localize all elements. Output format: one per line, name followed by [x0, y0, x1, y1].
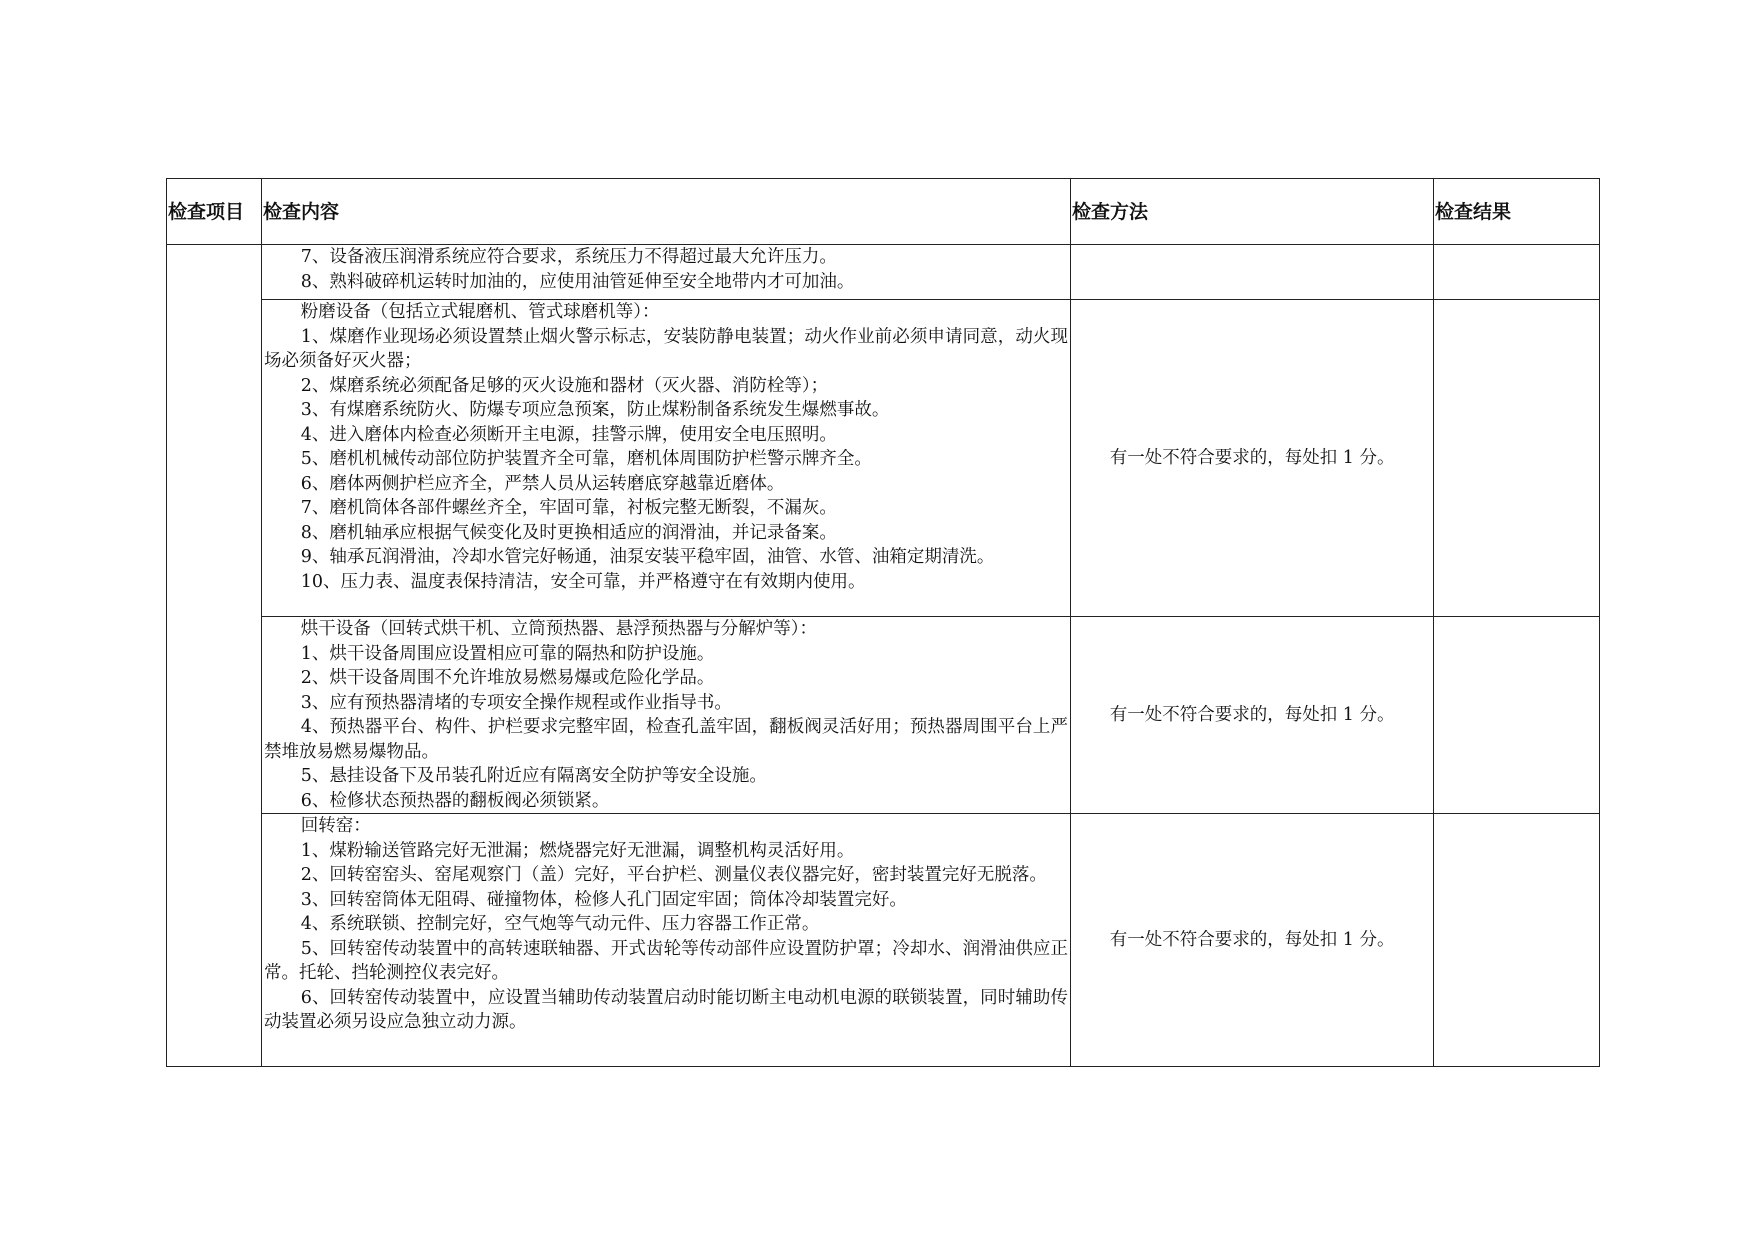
result-cell [1434, 814, 1600, 1067]
method-cell [1071, 814, 1434, 1067]
item-cell [167, 245, 262, 1067]
header-result: 检查结果 [1434, 179, 1600, 245]
header-row [167, 179, 1600, 245]
method-text: 有一处不符合要求的，每处扣 1 分。 [1109, 447, 1395, 468]
content-line: 8、熟料破碎机运转时加油的，应使用油管延伸至安全地带内才可加油。 [300, 271, 855, 292]
content-line: 2、回转窑窑头、窑尾观察门（盖）完好，平台护栏、测量仪表仪器完好，密封装置完好无脱落。 [300, 865, 1047, 885]
content-line: 5、悬挂设备下及吊装孔附近应有隔离安全防护等安全设施。 [300, 766, 767, 786]
method-cell [1071, 245, 1434, 300]
content-cell [262, 814, 1071, 1067]
content-line: 3、有煤磨系统防火、防爆专项应急预案，防止煤粉制备系统发生爆燃事故。 [300, 400, 890, 420]
content-line: 7、设备液压润滑系统应符合要求，系统压力不得超过最大允许压力。 [300, 247, 837, 267]
content-line: 5、磨机机械传动部位防护装置齐全可靠，磨机体周围防护栏警示牌齐全。 [300, 449, 872, 469]
method-text: 有一处不符合要求的，每处扣 1 分。 [1109, 704, 1395, 725]
content-line: 6、检修状态预热器的翻板阀必须锁紧。 [300, 790, 610, 811]
method-text: 有一处不符合要求的，每处扣 1 分。 [1109, 929, 1395, 950]
section-heading: 粉磨设备（包括立式辊磨机、管式球磨机等）： [300, 302, 660, 322]
header-item: 检查项目 [167, 179, 262, 245]
content-line: 3、应有预热器清堵的专项安全操作规程或作业指导书。 [300, 692, 732, 713]
result-cell [1434, 245, 1600, 300]
result-cell [1434, 300, 1600, 617]
content-line: 4、系统联锁、控制完好，空气炮等气动元件、压力容器工作正常。 [300, 914, 820, 934]
header-method: 检查方法 [1071, 179, 1434, 245]
content-line: 4、预热器平台、构件、护栏要求完整牢固，检查孔盖牢固，翻板阀灵活好用；预热器周围平台上严禁堆放易燃易爆物品。 [264, 717, 1068, 762]
content-line: 1、煤磨作业现场必须设置禁止烟火警示标志，安装防静电装置；动火作业前必须申请同意，动火现场必须备好灭火器； [264, 326, 1068, 371]
content-cell [262, 245, 1071, 300]
method-cell [1071, 300, 1434, 617]
section-heading: 烘干设备（回转式烘干机、立筒预热器、悬浮预热器与分解炉等）： [300, 619, 817, 639]
inspection-table [166, 178, 1600, 1067]
result-cell [1434, 617, 1600, 814]
method-cell [1071, 617, 1434, 814]
content-line: 2、烘干设备周围不允许堆放易燃易爆或危险化学品。 [300, 668, 715, 688]
content-cell [262, 617, 1071, 814]
content-line: 6、磨体两侧护栏应齐全，严禁人员从运转磨底穿越靠近磨体。 [300, 473, 785, 494]
content-line: 5、回转窑传动装置中的高转速联轴器、开式齿轮等传动部件应设置防护罩；冷却水、润滑油供应正常。托轮、挡轮测控仪表完好。 [264, 938, 1068, 983]
header-content: 检查内容 [262, 179, 1071, 245]
content-line: 8、磨机轴承应根据气候变化及时更换相适应的润滑油，并记录备案。 [300, 522, 837, 543]
table-row [167, 245, 1600, 300]
table-row [167, 617, 1600, 814]
table-row [167, 300, 1600, 617]
table-row [167, 814, 1600, 1067]
content-line: 4、进入磨体内检查必须断开主电源，挂警示牌，使用安全电压照明。 [300, 424, 837, 445]
section-heading: 回转窑： [300, 816, 371, 836]
content-cell [262, 300, 1071, 617]
content-line: 6、回转窑传动装置中，应设置当辅助传动装置启动时能切断主电动机电源的联锁装置，同时辅助传动装置必须另设应急独立动力源。 [264, 987, 1068, 1032]
content-line: 7、磨机筒体各部件螺丝齐全，牢固可靠，衬板完整无断裂，不漏灰。 [300, 498, 837, 518]
content-line: 2、煤磨系统必须配备足够的灭火设施和器材（灭火器、消防栓等）； [300, 375, 829, 396]
content-line: 1、烘干设备周围应设置相应可靠的隔热和防护设施。 [300, 643, 715, 664]
content-line: 1、煤粉输送管路完好无泄漏；燃烧器完好无泄漏，调整机构灵活好用。 [300, 840, 855, 861]
content-line: 9、轴承瓦润滑油，冷却水管完好畅通，油泵安装平稳牢固，油管、水管、油箱定期清洗。 [300, 547, 995, 567]
content-line: 10、压力表、温度表保持清洁，安全可靠，并严格遵守在有效期内使用。 [300, 571, 866, 592]
content-line: 3、回转窑筒体无阻碍、碰撞物体，检修人孔门固定牢固；筒体冷却装置完好。 [300, 889, 907, 910]
